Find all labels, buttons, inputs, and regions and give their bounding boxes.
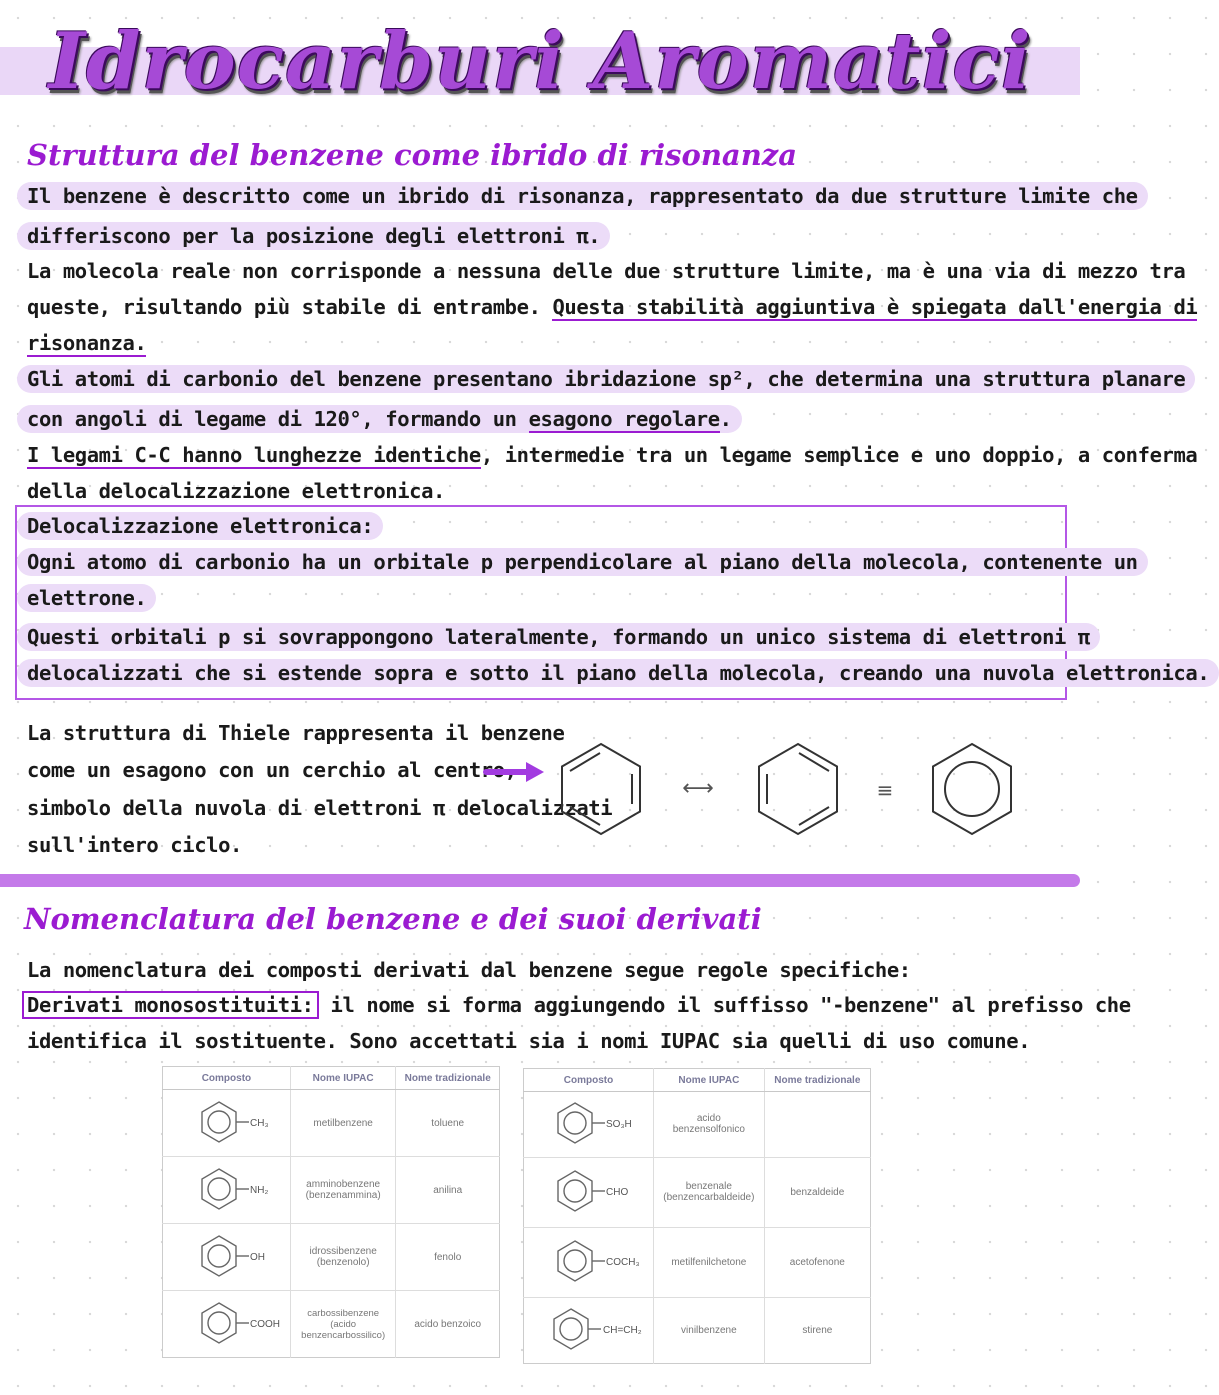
kekule-structure-2-icon [759, 744, 837, 834]
svg-text:SO₃H: SO₃H [605, 1118, 632, 1130]
box-title: Delocalizzazione elettronica: [27, 512, 383, 540]
svg-text:CH=CH₂: CH=CH₂ [602, 1325, 642, 1337]
sulfonic-acid-structure-icon [529, 1098, 649, 1148]
svg-text:OH: OH [250, 1251, 266, 1263]
svg-text:COOH: COOH [250, 1318, 281, 1330]
boxed-term: Derivati monosostituiti: [22, 991, 319, 1019]
text-line: con angoli di legame di 120°, formando un esagono regolare. [27, 405, 742, 433]
table-header: Nome IUPAC [290, 1067, 396, 1090]
thiele-structure-icon [933, 744, 1011, 834]
thiele-text: sull'intero ciclo. [27, 833, 242, 857]
table-header: Nome tradizionale [764, 1069, 870, 1092]
box-line: Questi orbitali p si sovrappongono lateralmente, formando un unico sistema di elettroni π [27, 623, 1100, 651]
text-line: Il benzene è descritto come un ibrido di risonanza, rappresentato da due strutture limite che [27, 182, 1148, 210]
thiele-text: La struttura di Thiele rappresenta il benzene [27, 721, 565, 745]
styrene-structure-icon [529, 1304, 649, 1354]
section-heading-nomenclature: Nomenclatura del benzene e dei suoi derivati [24, 902, 762, 936]
section-heading-structure: Struttura del benzene come ibrido di risonanza [27, 138, 798, 172]
table-header: Nome IUPAC [654, 1069, 765, 1092]
text-line: queste, risultando più stabile di entrambe. Questa stabilità aggiuntiva è spiegata dall'energia di [27, 295, 1198, 319]
thiele-text: come un esagono con un cerchio al centro, [27, 758, 517, 782]
text-line: La molecola reale non corrisponde a nessuna delle due strutture limite, ma è una via di mezzo tra [27, 259, 1186, 283]
svg-text:COCH₃: COCH₃ [605, 1257, 640, 1269]
table-row: SO₃H acido benzensolfonico [524, 1092, 871, 1158]
table-header: Composto [163, 1067, 291, 1090]
text-line: La nomenclatura dei composti derivati dal benzene segue regole specifiche: [27, 958, 911, 982]
benzoic-acid-structure-icon [171, 1298, 281, 1348]
svg-text:CH₃: CH₃ [250, 1117, 269, 1129]
table-row: COOH carbossibenzene (acido benzencarbossilico) acido benzoico [163, 1291, 500, 1358]
arrow-icon [486, 762, 544, 782]
toluene-structure-icon [171, 1097, 281, 1147]
table-row: CH=CH₂ vinilbenzene stirene [524, 1298, 871, 1364]
table-header: Composto [524, 1069, 654, 1092]
table-row: COCH₃ metilfenilchetone acetofenone [524, 1227, 871, 1297]
text-line: Gli atomi di carbonio del benzene presentano ibridazione sp², che determina una struttura planare [27, 365, 1195, 393]
box-line: elettrone. [27, 584, 156, 612]
phenol-structure-icon [171, 1231, 281, 1281]
benzene-resonance-diagram [480, 735, 1060, 845]
box-line: Ogni atomo di carbonio ha un orbitale p perpendicolare al piano della molecola, contenente un [27, 548, 1148, 576]
table-row: OH idrossibenzene (benzenolo) fenolo [163, 1224, 500, 1291]
text-line: identifica il sostituente. Sono accettati sia i nomi IUPAC sia quelli di uso comune. [27, 1029, 1031, 1053]
table-left [162, 1066, 500, 1358]
table-right [523, 1068, 871, 1364]
text-line: risonanza. [27, 331, 147, 355]
section-divider [0, 874, 1080, 887]
table-row: NH₂ amminobenzene (benzenammina) anilina [163, 1157, 500, 1224]
page-title: Idrocarburi Aromatici [48, 16, 1032, 107]
acetophenone-structure-icon [529, 1234, 649, 1288]
benzaldehyde-structure-icon [529, 1164, 649, 1218]
svg-text:NH₂: NH₂ [250, 1184, 269, 1196]
kekule-structure-1-icon [562, 744, 640, 834]
aniline-structure-icon [171, 1164, 281, 1214]
svg-text:CHO: CHO [605, 1186, 628, 1198]
box-line: delocalizzati che si estende sopra e sotto il piano della molecola, creando una nuvola elettronica. [27, 659, 1219, 687]
text-line: differiscono per la posizione degli elettroni π. [27, 222, 610, 250]
resonance-arrow-icon: ⟷ [682, 776, 714, 801]
table-header: Nome tradizionale [396, 1067, 500, 1090]
text-line: Derivati monosostituiti: il nome si forma aggiungendo il suffisso "-benzene" al prefisso che [27, 991, 1131, 1019]
table-row: CHO benzenale (benzencarbaldeide) benzaldeide [524, 1157, 871, 1227]
thiele-text: simbolo della nuvola di elettroni π delocalizzati [27, 796, 613, 820]
text-line: I legami C-C hanno lunghezze identiche, intermedie tra un legame semplice e uno doppio, a conferma [27, 443, 1198, 467]
equivalence-icon: ≡ [876, 778, 894, 802]
table-row: CH₃ metilbenzene toluene [163, 1090, 500, 1157]
text-line: della delocalizzazione elettronica. [27, 479, 445, 503]
